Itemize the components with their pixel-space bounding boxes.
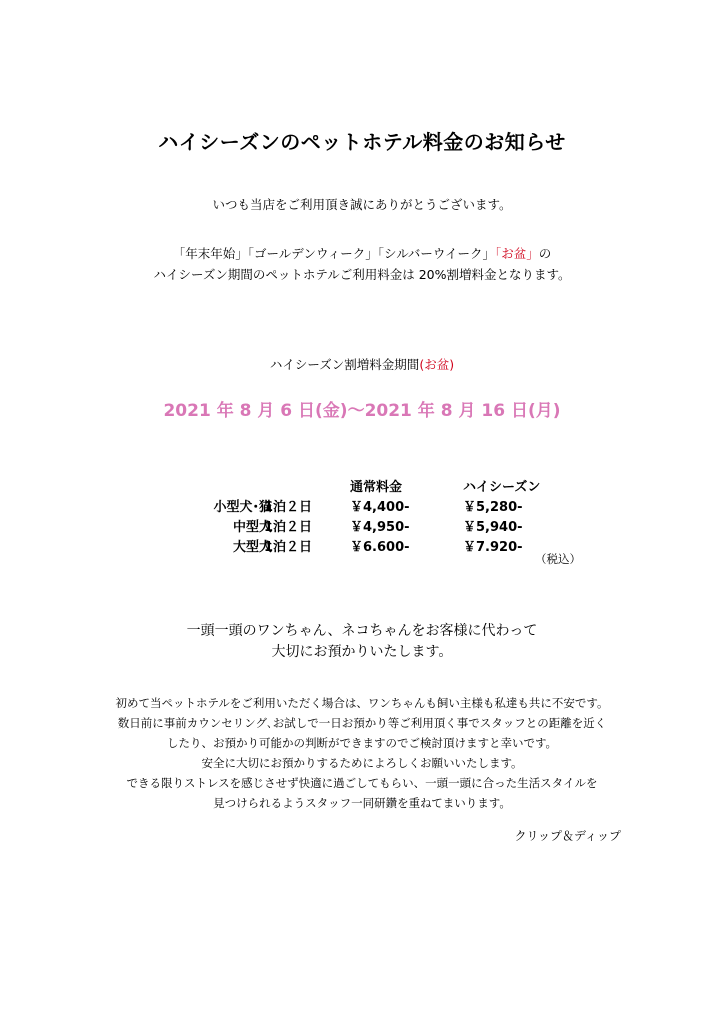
paragraph-line: 初めて当ペットホテルをご利用いただく場合は、ワンちゃんも飼い主様も私達も共に不安です。	[115, 696, 609, 710]
price-table-header	[0, 476, 724, 496]
header-high-season-price: ハイシーズン	[463, 480, 541, 495]
period-label	[0, 355, 724, 373]
price-row	[0, 536, 724, 556]
notice-obon-highlight: 「お盆」	[494, 246, 539, 261]
surcharge-notice	[0, 243, 724, 285]
header-regular-price: 通常料金	[350, 480, 403, 495]
price-row	[0, 516, 724, 536]
price-row	[0, 496, 724, 516]
care-message-line-1: 一頭一頭のワンちゃん、ネコちゃんをお客様に代わって	[186, 623, 538, 639]
high-season-price: ￥5,280-	[463, 500, 523, 515]
regular-price: ￥4,400-	[350, 500, 410, 515]
paragraph-line: したり、お預かり可能かの判断ができますのでご検討頂けますと幸いです。	[166, 736, 558, 750]
regular-price: ￥6.600-	[350, 540, 410, 555]
tax-included-note: （税込）	[535, 552, 581, 566]
stay-length: 1泊２日	[264, 520, 313, 535]
explanation-paragraph	[0, 693, 724, 813]
notice-line-2: ハイシーズン期間のペットホテルご利用料金は 20%割増料金となります。	[153, 267, 571, 282]
stay-length: 1泊２日	[264, 500, 313, 515]
stay-length: 1泊２日	[264, 540, 313, 555]
high-season-price: ￥5,940-	[463, 520, 523, 535]
notice-particle: の	[538, 246, 552, 261]
notice-seasons: 「年末年始」「ゴールデンウィーク」「シルバーウイーク」	[172, 246, 495, 261]
date-range: 2021 年 8 月 6 日(金)～2021 年 8 月 16 日(月)	[163, 401, 561, 421]
period-label-highlight: (お盆)	[419, 357, 455, 372]
page-title: ハイシーズンのペットホテル料金のお知らせ	[158, 130, 566, 154]
paragraph-line: できる限りストレスを感じさせず快適に過ごしてもらい、一頭一頭に合った生活スタイルを	[126, 776, 598, 790]
period-label-text: ハイシーズン割増料金期間	[269, 357, 420, 372]
shop-signature: クリップ＆ディップ	[514, 829, 621, 843]
paragraph-line: 安全に大切にお預かりするためによろしくお願いいたします。	[201, 756, 523, 770]
care-message	[0, 621, 724, 663]
animal-size: 小型犬･猫	[213, 500, 272, 515]
animal-size: 大型犬	[232, 540, 272, 555]
notice-line-1	[0, 243, 724, 264]
animal-size: 中型犬	[232, 520, 272, 535]
high-season-price: ￥7.920-	[463, 540, 523, 555]
paragraph-line: 数日前に事前カウンセリング､お試しで一日お預かり等ご利用頂く事でスタッフとの距離を近く	[117, 716, 607, 730]
greeting-text: いつも当店をご利用頂き誠にありがとうございます。	[212, 197, 512, 212]
paragraph-line: 見つけられるようスタッフ一同研鑽を重ねてまいります。	[213, 796, 511, 810]
price-table	[0, 476, 724, 556]
care-message-line-2: 大切にお預かりいたします。	[271, 644, 453, 660]
regular-price: ￥4,950-	[350, 520, 410, 535]
